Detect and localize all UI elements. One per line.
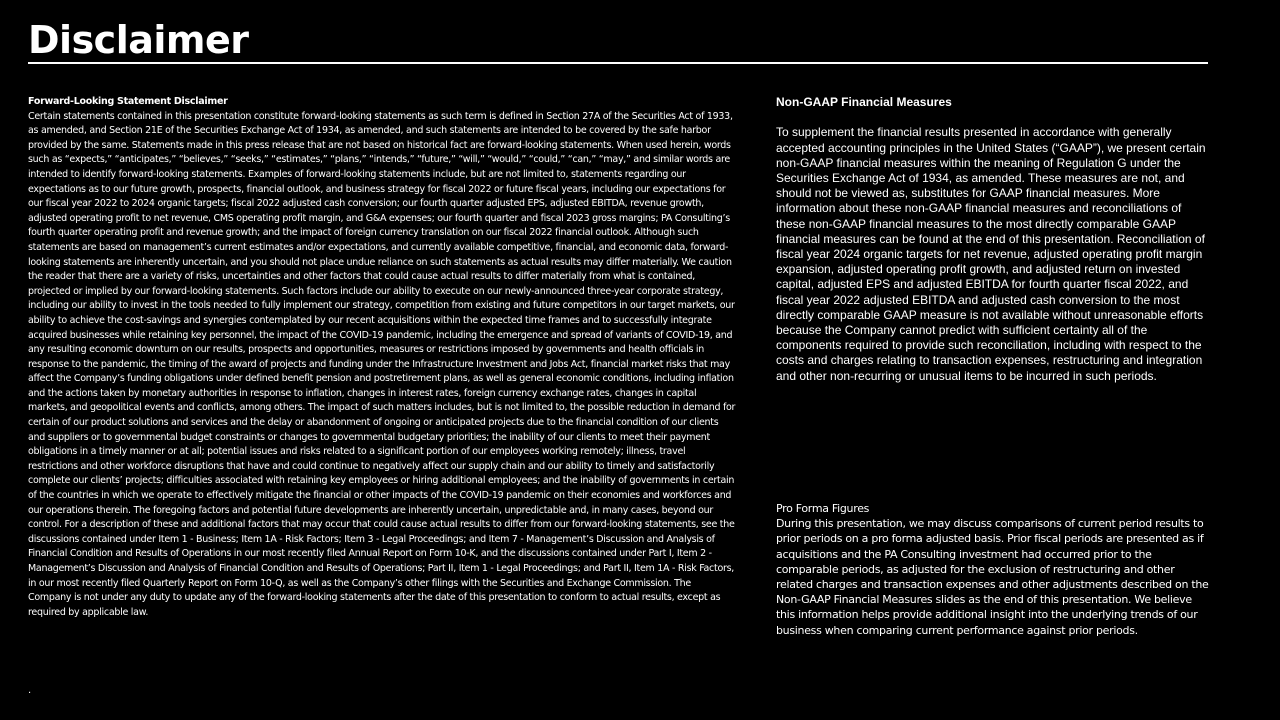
footer-mark: . (28, 685, 32, 696)
forward-looking-heading: Forward-Looking Statement Disclaimer (28, 96, 228, 107)
forward-looking-body: Certain statements contained in this presentation constitute forward-looking statements as such term is defined in Section 27A of the Securities Act of 1933, as amended, and Section 21E of the Securities Exchange Act of 1934, as amended, and such statements are intended to be covered by the safe harbor provided by the same. Statements made in this press release that are not based on historical fact are forward-looking statements. When used herein, words such as “expects,” “anticipates,” “believes,” “seeks,” “estimates,” “plans,” “intends,” “future,” “will,” “would,” “could,” “can,” “may,” and similar words are intended to identify forward-looking statements. Examples of forward-looking statements include, but are not limited to, statements regarding our expectations as to our future growth, prospects, financial outlook, and business strategy for fiscal 2022 or future fiscal years, including our expectations for our fiscal year 2022 to 2024 organic targets; fiscal 2022 adjusted cash conversion; our fourth quarter adjusted EPS, adjusted EBITDA, revenue growth, adjusted operating profit to net revenue, CMS operating profit margin, and G&A expenses; our fourth quarter and fiscal 2023 gross margins; PA Consulting’s fourth quarter operating profit and revenue growth; and the impact of foreign currency translation on our fiscal 2022 financial outlook. Although such statements are based on management’s current estimates and/or expectations, and currently available competitive, financial, and economic data, forward-looking statements are inherently uncertain, and you should not place undue reliance on such statements as actual results may differ materially. We caution the reader that there are a variety of risks, uncertainties and other factors that could cause actual results to differ materially from what is contained, projected or implied by our forward-looking statements. Such factors include our ability to execute on our newly-announced three-year corporate strategy, including our ability to invest in the tools needed to fully implement our strategy, competition from existing and future competitors in our target markets, our ability to achieve the cost-savings and synergies contemplated by our recent acquisitions within the expected time frames and to successfully integrate acquired businesses while retaining key personnel, the impact of the COVID-19 pandemic, including the emergence and spread of variants of COVID-19, and any resulting economic downturn on our results, prospects and opportunities, measures or restrictions imposed by governments and health officials in response to the pandemic, the timing of the award of projects and funding under the Infrastructure Investment and Jobs Act, financial market risks that may affect the Company’s funding obligations under defined benefit pension and postretirement plans, as well as general economic conditions, including inflation and the actions taken by monetary authorities in response to inflation, changes in interest rates, foreign currency exchange rates, changes in capital markets, and geopolitical events and conflicts, among others. The impact of such matters includes, but is not limited to, the possible reduction in demand for certain of our product solutions and services and the delay or abandonment of ongoing or anticipated projects due to the financial condition of our clients and suppliers or to governmental budget constraints or changes to governmental budgetary priorities; the inability of our clients to meet their payment obligations in a timely manner or at all; potential issues and risks related to a significant portion of our employees working remotely; illness, travel restrictions and other workforce disruptions that have and could continue to negatively affect our supply chain and our ability to timely and satisfactorily complete our clients’ projects; difficulties associated with retaining key employees or hiring additional employees; and the inability of governments in certain of the countries in which we operate to effectively mitigate the financial or other impacts of the COVID-19 pandemic on their economies and workforces and our operations therein. The foregoing factors and potential future developments are inherently uncertain, unpredictable and, in many cases, beyond our control. For a description of these and additional factors that may occur that could cause actual results to differ from our forward-looking statements, see the discussions contained under Item 1 - Business; Item 1A - Risk Factors; Item 3 - Legal Proceedings; and Item 7 - Management’s Discussion and Analysis of Financial Condition and Results of Operations in our most recently filed Annual Report on Form 10-K, and the discussions contained under Part I, Item 2 - Management’s Discussion and Analysis of Financial Condition and Results of Operations; Part II, Item 1 - Legal Proceedings; and Part II, Item 1A - Risk Factors, in our most recently filed Quarterly Report on Form 10-Q, as well as the Company’s other filings with the Securities and Exchange Commission. The Company is not under any duty to update any of the forward-looking statements after the date of this presentation to conform to actual results, except as required by applicable law. (28, 110, 736, 618)
forward-looking-section (28, 95, 736, 620)
pro-forma-section (776, 501, 1212, 638)
title-divider (28, 62, 1208, 64)
pro-forma-body: During this presentation, we may discuss comparisons of current period results to prior periods on a pro forma adjusted basis. Prior fiscal periods are presented as if acquisitions and the PA Consulting investment had occurred prior to the comparable periods, as adjusted for the exclusion of restructuring and other related charges and transaction expenses and other adjustments described on the Non-GAAP Financial Measures slides as the end of this presentation. We believe this information helps provide additional insight into the underlying trends of our business when comparing current performance against prior periods. (776, 517, 1209, 637)
slide-title: Disclaimer (28, 18, 249, 62)
pro-forma-heading: Pro Forma Figures (776, 502, 870, 515)
non-gaap-body: To supplement the financial results presented in accordance with generally accepted accounting principles in the United States (“GAAP”), we present certain non-GAAP financial measures within the meaning of Regulation G under the Securities Exchange Act of 1934, as amended. These measures are not, and should not be viewed as, substitutes for GAAP financial measures. More information about these non-GAAP financial measures and reconciliations of these non-GAAP financial measures to the most directly comparable GAAP financial measures can be found at the end of this presentation. Reconciliation of fiscal year 2024 organic targets for net revenue, adjusted operating profit margin expansion, adjusted operating profit growth, and adjusted return on invested capital, adjusted EPS and adjusted EBITDA for fourth quarter fiscal 2022, and fiscal year 2022 adjusted EBITDA and adjusted cash conversion to the most directly comparable GAAP measure is not available without unreasonable efforts because the Company cannot predict with sufficient certainty all of the components required to provide such reconciliation, including with respect to the costs and charges relating to transaction expenses, restructuring and integration and other non-recurring or unusual items to be incurred in such periods. (776, 125, 1206, 383)
non-gaap-section (776, 95, 1214, 384)
non-gaap-heading: Non-GAAP Financial Measures (776, 95, 952, 109)
